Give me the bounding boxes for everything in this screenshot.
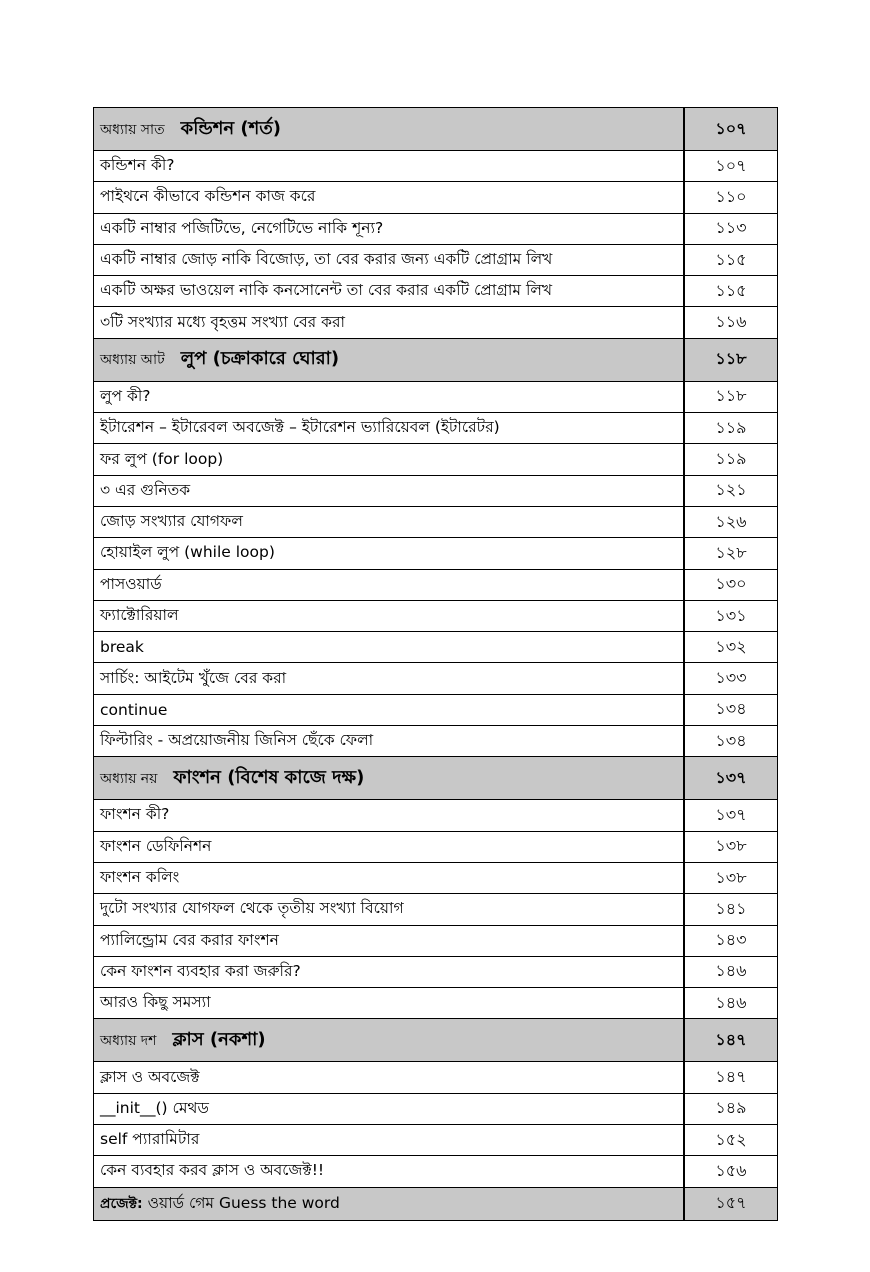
toc-entry-title: ক্লাস ও অবজেক্ট	[94, 1062, 685, 1093]
toc-entry-page: ১৫২	[684, 1125, 778, 1156]
toc-entry-title: জোড় সংখ্যার যোগফল	[94, 506, 685, 537]
toc-entry-title: ৩টি সংখ্যার মধ্যে বৃহত্তম সংখ্যা বের করা	[94, 307, 685, 338]
chapter-title: ফাংশন (বিশেষ কাজে দক্ষ)	[173, 766, 365, 788]
toc-entry-title: একটি অক্ষর ভাওয়েল নাকি কনসোনেন্ট তা বের করার একটি প্রোগ্রাম লিখ	[94, 276, 685, 307]
toc-entry-row	[94, 182, 778, 213]
project-title-cell	[94, 1187, 685, 1220]
toc-entry-page: ১১৫	[684, 244, 778, 275]
toc-entry-title: প্যালিন্ড্রোম বের করার ফাংশন	[94, 925, 685, 956]
toc-entry-page: ১৪৩	[684, 925, 778, 956]
toc-entry-page: ১৩৩	[684, 663, 778, 694]
chapter-row	[94, 757, 778, 800]
toc-entry-page: ১১০	[684, 182, 778, 213]
toc-entry-title: লুপ কী?	[94, 381, 685, 412]
toc-entry-title: ৩ এর গুনিতক	[94, 475, 685, 506]
toc-entry-page: ১৩২	[684, 632, 778, 663]
toc-entry-page: ১২৬	[684, 506, 778, 537]
toc-entry-row	[94, 925, 778, 956]
chapter-title-cell	[94, 1019, 685, 1062]
chapter-label: অধ্যায় নয়	[100, 770, 158, 787]
toc-entry-page: ১৪৭	[684, 1062, 778, 1093]
toc-entry-title: পাইথনে কীভাবে কন্ডিশন কাজ করে	[94, 182, 685, 213]
toc-entry-row	[94, 800, 778, 831]
toc-entry-page: ১১৩	[684, 213, 778, 244]
toc-entry-page: ১৩১	[684, 600, 778, 631]
toc-entry-page: ১২১	[684, 475, 778, 506]
chapter-title: লুপ (চক্রাকারে ঘোরা)	[180, 348, 340, 370]
toc-entry-title: ফ্যাক্টোরিয়াল	[94, 600, 685, 631]
toc-entry-title: self প্যারামিটার	[94, 1125, 685, 1156]
toc-entry-title: একটি নাম্বার পজিটিভে, নেগেটিভে নাকি শূন্য?	[94, 213, 685, 244]
toc-entry-title: আরও কিছু সমস্যা	[94, 988, 685, 1019]
toc-entry-page: ১৪৯	[684, 1093, 778, 1124]
chapter-title-cell	[94, 338, 685, 381]
toc-entry-page: ১৩৮	[684, 862, 778, 893]
chapter-page-number: ১৩৭	[684, 757, 778, 800]
chapter-label: অধ্যায় আট	[100, 352, 165, 369]
table-of-contents	[93, 107, 778, 1221]
toc-entry-row	[94, 506, 778, 537]
chapter-page-number: ১১৮	[684, 338, 778, 381]
toc-entry-page: ১২৮	[684, 538, 778, 569]
toc-entry-title: কেন ফাংশন ব্যবহার করা জরুরি?	[94, 956, 685, 987]
toc-entry-page: ১৩৭	[684, 800, 778, 831]
toc-entry-row	[94, 444, 778, 475]
chapter-title-cell	[94, 757, 685, 800]
toc-entry-title: হোয়াইল লুপ (while loop)	[94, 538, 685, 569]
toc-entry-row	[94, 1093, 778, 1124]
toc-entry-title: দুটো সংখ্যার যোগফল থেকে তৃতীয় সংখ্যা বিয়োগ	[94, 894, 685, 925]
toc-entry-row	[94, 862, 778, 893]
toc-entry-row	[94, 956, 778, 987]
toc-entry-page: ১৪৬	[684, 956, 778, 987]
toc-entry-title: পাসওয়ার্ড	[94, 569, 685, 600]
toc-entry-title: ফাংশন ডেফিনিশন	[94, 831, 685, 862]
toc-entry-row	[94, 894, 778, 925]
project-page-number: ১৫৭	[684, 1187, 778, 1220]
toc-entry-title: __init__() মেথড	[94, 1093, 685, 1124]
toc-entry-row	[94, 600, 778, 631]
project-title: ওয়ার্ড গেম Guess the word	[147, 1193, 340, 1212]
toc-entry-row	[94, 569, 778, 600]
toc-entry-page: ১১৯	[684, 444, 778, 475]
chapter-row	[94, 108, 778, 151]
chapter-page-number: ১৪৭	[684, 1019, 778, 1062]
toc-entry-title: ফাংশন কলিং	[94, 862, 685, 893]
toc-entry-title: continue	[94, 694, 685, 725]
toc-entry-row	[94, 413, 778, 444]
toc-entry-page: ১১৮	[684, 381, 778, 412]
toc-entry-row	[94, 663, 778, 694]
toc-entry-row	[94, 244, 778, 275]
toc-entry-row	[94, 694, 778, 725]
chapter-row	[94, 338, 778, 381]
toc-entry-row	[94, 831, 778, 862]
toc-entry-page: ১১৯	[684, 413, 778, 444]
toc-entry-row	[94, 276, 778, 307]
chapter-title: ক্লাস (নকশা)	[172, 1028, 266, 1050]
toc-entry-page: ১৩০	[684, 569, 778, 600]
project-label: প্রজেক্ট:	[100, 1195, 143, 1212]
toc-entry-page: ১১৬	[684, 307, 778, 338]
toc-entry-row	[94, 1156, 778, 1187]
project-row	[94, 1187, 778, 1220]
chapter-title-cell	[94, 108, 685, 151]
toc-entry-row	[94, 381, 778, 412]
toc-entry-row	[94, 988, 778, 1019]
toc-entry-page: ১০৭	[684, 151, 778, 182]
toc-entry-row	[94, 307, 778, 338]
toc-entry-page: ১৩৮	[684, 831, 778, 862]
toc-entry-title: একটি নাম্বার জোড় নাকি বিজোড়, তা বের করার জন্য একটি প্রোগ্রাম লিখ	[94, 244, 685, 275]
toc-entry-page: ১৩৪	[684, 726, 778, 757]
toc-entry-title: break	[94, 632, 685, 663]
toc-entry-page: ১৪৬	[684, 988, 778, 1019]
toc-entry-row	[94, 726, 778, 757]
toc-entry-row	[94, 475, 778, 506]
toc-entry-title: কন্ডিশন কী?	[94, 151, 685, 182]
toc-entry-page: ১৫৬	[684, 1156, 778, 1187]
toc-entry-title: ফাংশন কী?	[94, 800, 685, 831]
toc-entry-title: কেন ব্যবহার করব ক্লাস ও অবজেক্ট!!	[94, 1156, 685, 1187]
toc-entry-title: ফিল্টারিং - অপ্রয়োজনীয় জিনিস ছেঁকে ফেলা	[94, 726, 685, 757]
toc-entry-row	[94, 538, 778, 569]
toc-entry-row	[94, 1125, 778, 1156]
chapter-label: অধ্যায় সাত	[100, 121, 165, 138]
toc-entry-page: ১৩৪	[684, 694, 778, 725]
chapter-label: অধ্যায় দশ	[100, 1032, 157, 1049]
toc-entry-page: ১৪১	[684, 894, 778, 925]
chapter-title: কন্ডিশন (শর্ত)	[180, 117, 281, 139]
toc-entry-row	[94, 1062, 778, 1093]
toc-entry-row	[94, 213, 778, 244]
toc-entry-row	[94, 632, 778, 663]
chapter-page-number: ১০৭	[684, 108, 778, 151]
toc-entry-title: সার্চিং: আইটেম খুঁজে বের করা	[94, 663, 685, 694]
chapter-row	[94, 1019, 778, 1062]
toc-entry-page: ১১৫	[684, 276, 778, 307]
toc-entry-row	[94, 151, 778, 182]
toc-entry-title: ফর লুপ (for loop)	[94, 444, 685, 475]
toc-entry-title: ইটারেশন – ইটারেবল অবজেক্ট – ইটারেশন ভ্যারিয়েবল (ইটারেটর)	[94, 413, 685, 444]
